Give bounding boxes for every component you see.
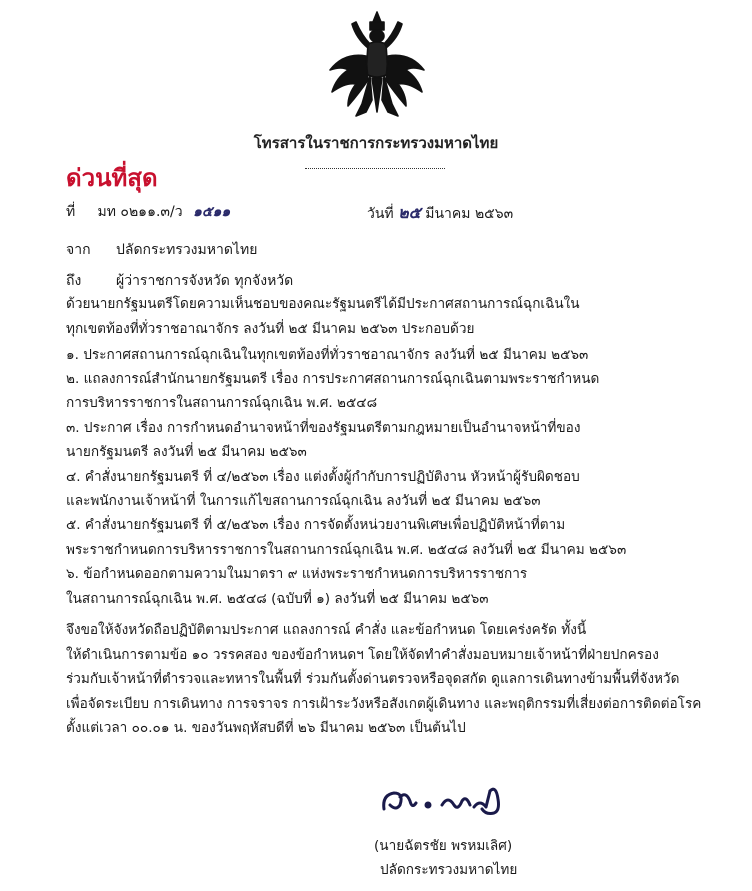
from-label: จาก [66, 242, 91, 258]
reference-label: ที่ [66, 204, 76, 220]
body-line: ร่วมกับเจ้าหน้าที่ตำรวจและทหารในพื้นที่ ร่วมกันตั้งด่านตรวจหรือจุดสกัด ดูแลการเดินทางข้ามพื้นที่จังหวัด [66, 671, 680, 687]
body-line: และพนักงานเจ้าหน้าที่ ในการแก้ไขสถานการณ์ฉุกเฉิน ลงวันที่ ๒๕ มีนาคม ๒๕๖๓ [66, 493, 541, 509]
body-line: ๔. คำสั่งนายกรัฐมนตรี ที่ ๔/๒๕๖๓ เรื่อง แต่งตั้งผู้กำกับการปฏิบัติงาน หัวหน้าผู้รับผิดชอบ [66, 469, 580, 485]
body-line: ด้วยนายกรัฐมนตรีโดยความเห็นชอบของคณะรัฐมนตรีได้มีประกาศสถานการณ์ฉุกเฉินใน [66, 296, 580, 312]
document-date [367, 201, 513, 226]
date-month-year: มีนาคม ๒๕๖๓ [425, 206, 514, 222]
reference-handwritten-number: ๑๕๑๑ [193, 204, 231, 220]
reference-code: มท ๐๒๑๑.๓/ว [97, 204, 183, 220]
to-label: ถึง [66, 273, 82, 289]
body-line: ๒. แถลงการณ์สำนักนายกรัฐมนตรี เรื่อง การประกาศสถานการณ์ฉุกเฉินตามพระราชกำหนด [66, 371, 600, 387]
to-row [66, 270, 293, 292]
body-line: ๖. ข้อกำหนดออกตามความในมาตรา ๙ แห่งพระราชกำหนดการบริหารราชการ [66, 566, 528, 582]
body-line: เพื่อจัดระเบียบ การเดินทาง การจราจร การเฝ้าระวังหรือสังเกตผู้เดินทาง และพฤติกรรมที่เสี่ยงต่อการติดต่อโรค [66, 696, 702, 712]
body-line: จึงขอให้จังหวัดถือปฏิบัติตามประกาศ แถลงการณ์ คำสั่ง และข้อกำหนด โดยเคร่งครัด ทั้งนี้ [66, 622, 587, 638]
handwritten-signature-icon [378, 783, 528, 819]
signatory-name: (นายฉัตรชัย พรหมเลิศ) [374, 838, 513, 854]
signatory-title: ปลัดกระทรวงมหาดไทย [380, 862, 518, 878]
body-line: ให้ดำเนินการตามข้อ ๑๐ วรรคสอง ของข้อกำหนดฯ โดยให้จัดทำคำสั่งมอบหมายเจ้าหน้าที่ฝ่ายปกครอง [66, 647, 659, 663]
to-value: ผู้ว่าราชการจังหวัด ทุกจังหวัด [116, 273, 294, 289]
body-line: การบริหารราชการในสถานการณ์ฉุกเฉิน พ.ศ. ๒๕๔๘ [66, 395, 378, 411]
letterhead-title: โทรสารในราชการกระทรวงมหาดไทย [253, 134, 499, 152]
body-line: ทุกเขตท้องที่ทั่วราชอาณาจักร ลงวันที่ ๒๕ มีนาคม ๒๕๖๓ ประกอบด้วย [66, 321, 475, 337]
date-day: ๒๕ [398, 203, 421, 222]
urgency-label: ด่วนที่สุด [66, 164, 158, 192]
garuda-emblem-icon [322, 8, 432, 120]
body-line: ๓. ประกาศ เรื่อง การกำหนดอำนาจหน้าที่ของรัฐมนตรีตามกฎหมายเป็นอำนาจหน้าที่ของ [66, 420, 581, 436]
reference-number [66, 201, 230, 223]
date-prefix: วันที่ [367, 206, 394, 222]
body-line: ๑. ประกาศสถานการณ์ฉุกเฉินในทุกเขตท้องที่ทั่วราชอาณาจักร ลงวันที่ ๒๕ มีนาคม ๒๕๖๓ [66, 347, 589, 363]
from-row [66, 239, 257, 261]
body-line: พระราชกำหนดการบริหารราชการในสถานการณ์ฉุกเฉิน พ.ศ. ๒๕๔๘ ลงวันที่ ๒๕ มีนาคม ๒๕๖๓ [66, 542, 627, 558]
body-line: ตั้งแต่เวลา ๐๐.๐๑ น. ของวันพฤหัสบดีที่ ๒๖ มีนาคม ๒๕๖๓ เป็นต้นไป [66, 720, 466, 736]
body-line: ในสถานการณ์ฉุกเฉิน พ.ศ. ๒๕๔๘ (ฉบับที่ ๑) ลงวันที่ ๒๕ มีนาคม ๒๕๖๓ [66, 591, 489, 607]
body-line: นายกรัฐมนตรี ลงวันที่ ๒๕ มีนาคม ๒๕๖๓ [66, 444, 307, 460]
from-value: ปลัดกระทรวงมหาดไทย [116, 242, 258, 258]
body-line: ๕. คำสั่งนายกรัฐมนตรี ที่ ๕/๒๕๖๓ เรื่อง การจัดตั้งหน่วยงานพิเศษเพื่อปฏิบัติหน้าที่ตาม [66, 517, 566, 533]
header-divider [305, 168, 445, 169]
